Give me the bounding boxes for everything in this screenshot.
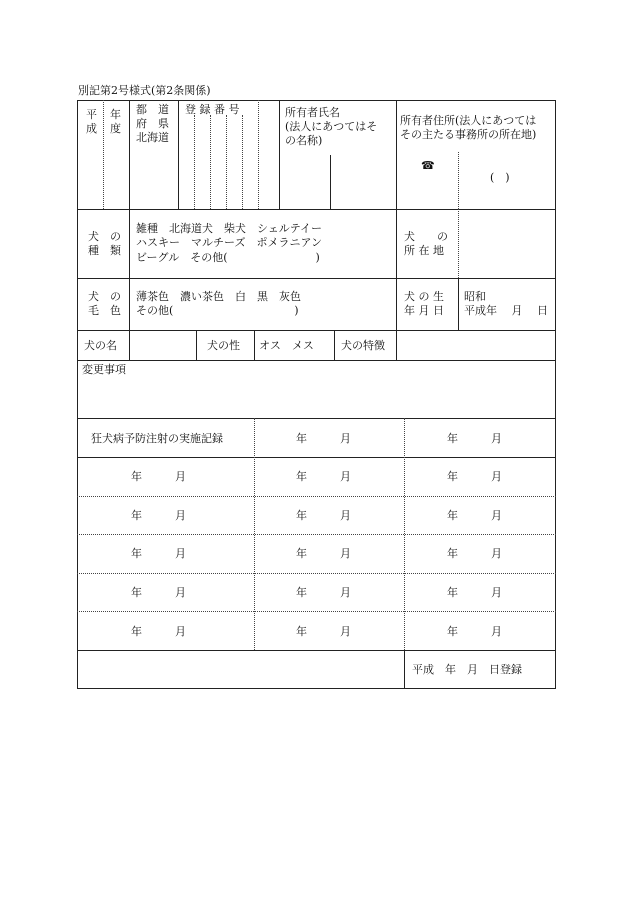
r1-col-pref (129, 100, 130, 209)
r2-loc-split (458, 209, 459, 278)
r1-regno-div-2 (210, 115, 211, 209)
rabies-date-r2c3: 年 月 (447, 470, 502, 483)
r1-regno-div-5 (258, 100, 259, 209)
row-line-1 (77, 209, 556, 210)
owner-addr-label-2: その主たる事務所の所在地) (400, 128, 537, 141)
breed-options-2: ハスキー マルチーズ ポメラニアン (136, 236, 323, 249)
rabies-date-r6c3: 年 月 (447, 625, 502, 638)
dog-name-label: 犬の名 (84, 339, 117, 352)
rabies-date-r3c2: 年 月 (296, 509, 351, 522)
r4-col-3 (254, 330, 255, 360)
rabies-date-r6c2: 年 月 (296, 625, 351, 638)
r23-col-right (396, 209, 397, 330)
dog-location-label-1: 犬 の (404, 230, 448, 243)
rabies-date-r4c3: 年 月 (447, 547, 502, 560)
row-line-7 (77, 496, 556, 497)
row-line-3 (77, 330, 556, 331)
birth-label-1: 犬 の 生 (404, 290, 444, 303)
dog-location-label-2: 所 在 地 (404, 244, 444, 257)
rabies-date-r6c1: 年 月 (131, 625, 186, 638)
r1-col-owner-addr (396, 100, 397, 209)
r4-col-2 (196, 330, 197, 360)
r1-col-owner-name (279, 100, 280, 209)
era-label-2: 成 (86, 122, 97, 135)
pref-label-3: 北海道 (136, 131, 169, 144)
row-line-2 (77, 278, 556, 279)
r4-col-4 (334, 330, 335, 360)
row-line-5 (77, 418, 556, 419)
pref-label-1: 都 道 (136, 103, 169, 116)
breed-options-1: 雑種 北海道犬 柴犬 シェルテイー (136, 222, 323, 235)
rabies-date-r4c2: 年 月 (296, 547, 351, 560)
r4-col-5 (396, 330, 397, 360)
row-line-10 (77, 611, 556, 612)
table-border-bottom (77, 688, 556, 689)
table-border-left (77, 100, 78, 688)
row-line-11 (77, 650, 556, 651)
row-line-6 (77, 457, 556, 458)
year-label-1: 年 (110, 108, 121, 121)
changes-label: 変更事項 (82, 363, 126, 376)
row-line-9 (77, 573, 556, 574)
year-label-2: 度 (110, 122, 121, 135)
rabies-date-r1c3: 年 月 (447, 432, 502, 445)
rabies-date-r4c1: 年 月 (131, 547, 186, 560)
rabies-date-r5c2: 年 月 (296, 586, 351, 599)
dog-sex-options: オス メス (259, 339, 314, 352)
r1-addr-phone-split (458, 152, 459, 209)
r1-dotted-era (103, 100, 104, 209)
form-title: 別記第2号様式(第2条関係) (78, 84, 211, 97)
birth-label-2: 年 月 日 (404, 304, 444, 317)
rabies-date-r3c3: 年 月 (447, 509, 502, 522)
rabies-col-1 (254, 418, 255, 650)
rabies-date-r2c2: 年 月 (296, 470, 351, 483)
owner-name-label-1: 所有者氏名 (285, 106, 340, 119)
r1-regno-div-1 (194, 115, 195, 209)
row-line-8 (77, 534, 556, 535)
rabies-col-2 (404, 418, 405, 650)
breed-options-3: ビーグル その他( ) (136, 251, 320, 264)
rabies-date-r5c3: 年 月 (447, 586, 502, 599)
r1-regno-div-4 (242, 115, 243, 209)
r3-birth-split (458, 278, 459, 330)
rabies-date-r3c1: 年 月 (131, 509, 186, 522)
r4-col-1 (129, 330, 130, 360)
rabies-date-r5c1: 年 月 (131, 586, 186, 599)
footer-col (404, 650, 405, 688)
coat-label-1: 犬 の (88, 290, 121, 303)
rabies-date-r1c2: 年 月 (296, 432, 351, 445)
breed-label-2: 種 類 (88, 244, 121, 257)
r1-regno-div-3 (226, 115, 227, 209)
phone-icon: ☎ (421, 159, 435, 172)
owner-name-label-3: の名称) (285, 134, 323, 147)
rabies-record-label: 狂犬病予防注射の実施記録 (91, 432, 223, 445)
table-border-right (555, 100, 556, 688)
phone-area-paren: ( ) (490, 171, 510, 184)
rabies-date-r2c1: 年 月 (131, 470, 186, 483)
dog-feature-label: 犬の特徴 (341, 339, 385, 352)
breed-label-1: 犬 の (88, 230, 121, 243)
owner-addr-label-1: 所有者住所(法人にあつては (400, 114, 537, 127)
dog-sex-label: 犬の性 (207, 339, 240, 352)
birth-era-showa: 昭和 (464, 290, 486, 303)
coat-options-1: 薄茶色 濃い茶色 白 黒 灰色 (136, 290, 301, 303)
r1-owner-name-split (330, 155, 331, 209)
reg-no-label: 登 録 番 号 (185, 103, 240, 116)
registration-date-label: 平成 年 月 日登録 (412, 663, 522, 676)
coat-label-2: 毛 色 (88, 304, 121, 317)
table-border-top (77, 100, 556, 101)
r1-col-regno (178, 100, 179, 209)
birth-era-heisei: 平成年 月 日 (464, 304, 548, 317)
r23-col-label (129, 209, 130, 330)
owner-name-label-2: (法人にあつてはそ (285, 120, 378, 133)
pref-label-2: 府 県 (136, 117, 169, 130)
row-line-4 (77, 360, 556, 361)
era-label-1: 平 (86, 108, 97, 121)
coat-options-2: その他( ) (136, 304, 299, 317)
